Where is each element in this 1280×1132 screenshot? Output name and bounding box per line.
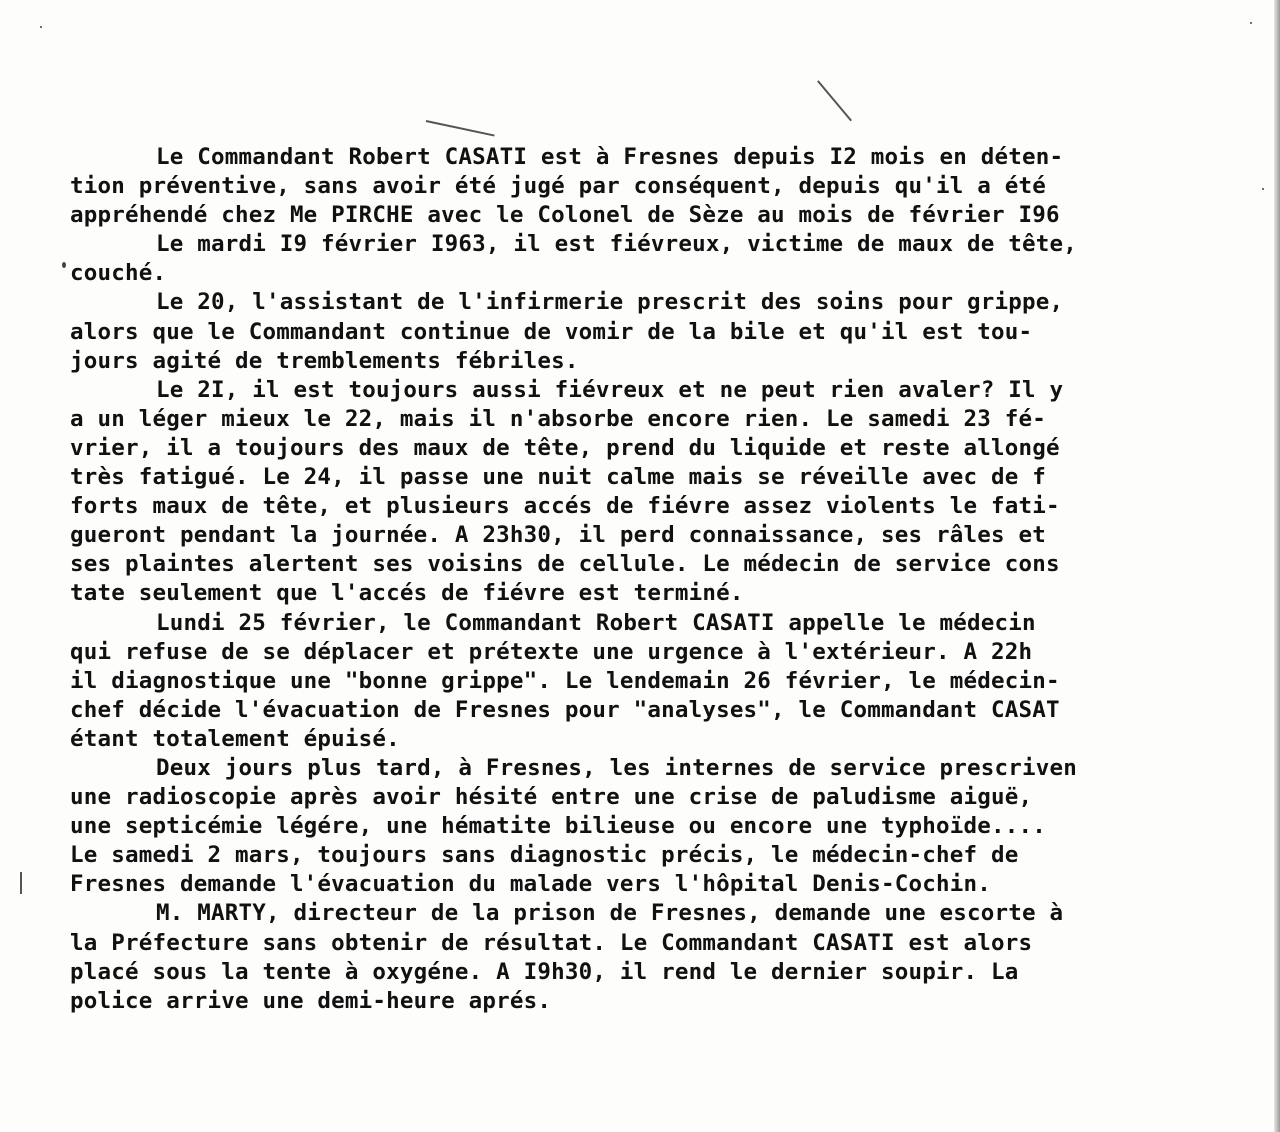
scan-speck xyxy=(1262,188,1264,190)
text-line: appréhendé chez Me PIRCHE avec le Colonel de Sèze au mois de février I96 xyxy=(70,202,1060,229)
scan-speck xyxy=(1250,22,1252,24)
document-body xyxy=(70,143,1250,1016)
text-line: gueront pendant la journée. A 23h30, il perd connaissance, ses râles et xyxy=(70,522,1046,549)
text-line: Deux jours plus tard, à Fresnes, les internes de service prescriven xyxy=(156,754,1077,781)
text-line: ses plaintes alertent ses voisins de cellule. Le médecin de service cons xyxy=(70,551,1060,578)
text-line: Lundi 25 février, le Commandant Robert CASATI appelle le médecin xyxy=(156,609,1036,636)
text-line: tate seulement que l'accés de fiévre est terminé. xyxy=(70,580,744,607)
text-line: couché. xyxy=(70,260,167,287)
text-line: police arrive une demi-heure aprés. xyxy=(70,987,552,1014)
text-line: une septicémie légére, une hématite bilieuse ou encore une typhoïde.... xyxy=(70,813,1046,840)
text-line: Le samedi 2 mars, toujours sans diagnostic précis, le médecin-chef de xyxy=(70,842,1019,869)
page-edge-shadow xyxy=(1274,0,1280,1132)
text-line: qui refuse de se déplacer et prétexte une urgence à l'extérieur. A 22h xyxy=(70,638,1033,665)
scan-mark-left-bracket xyxy=(20,872,22,894)
text-line: forts maux de tête, et plusieurs accés de fiévre assez violents le fati- xyxy=(70,493,1060,520)
scan-mark-curve xyxy=(426,120,495,136)
text-line: très fatigué. Le 24, il passe une nuit calme mais se réveille avec de f xyxy=(70,464,1046,491)
text-line: a un léger mieux le 22, mais il n'absorbe encore rien. Le samedi 23 fé- xyxy=(70,405,1046,432)
text-line: Le Commandant Robert CASATI est à Fresnes depuis I2 mois en déten- xyxy=(156,144,1064,170)
text-line: étant totalement épuisé. xyxy=(70,725,400,752)
text-line: jours agité de tremblements fébriles. xyxy=(70,347,579,374)
text-line: vrier, il a toujours des maux de tête, prend du liquide et reste allongé xyxy=(70,434,1060,461)
text-line: une radioscopie après avoir hésité entre une crise de paludisme aiguë, xyxy=(70,784,1033,811)
text-line: tion préventive, sans avoir été jugé par conséquent, depuis qu'il a été xyxy=(70,173,1046,200)
text-line: Le mardi I9 février I963, il est fiévreux, victime de maux de tête, xyxy=(156,231,1077,258)
scan-mark-diagonal xyxy=(817,80,852,121)
scan-speck xyxy=(62,262,66,268)
text-line: alors que le Commandant continue de vomir de la bile et qu'il est tou- xyxy=(70,318,1033,345)
text-line: Le 2I, il est toujours aussi fiévreux et ne peut rien avaler? Il y xyxy=(156,376,1064,403)
scan-speck xyxy=(40,26,42,28)
text-line: placé sous la tente à oxygéne. A I9h30, il rend le dernier soupir. La xyxy=(70,958,1019,985)
text-line: il diagnostique une "bonne grippe". Le lendemain 26 février, le médecin- xyxy=(70,667,1060,694)
text-line: chef décide l'évacuation de Fresnes pour "analyses", le Commandant CASAT xyxy=(70,696,1060,723)
text-line: Fresnes demande l'évacuation du malade vers l'hôpital Denis-Cochin. xyxy=(70,871,991,898)
text-line: la Préfecture sans obtenir de résultat. Le Commandant CASATI est alors xyxy=(70,929,1033,956)
text-line: M. MARTY, directeur de la prison de Fresnes, demande une escorte à xyxy=(156,900,1064,927)
text-line: Le 20, l'assistant de l'infirmerie prescrit des soins pour grippe, xyxy=(156,289,1064,316)
